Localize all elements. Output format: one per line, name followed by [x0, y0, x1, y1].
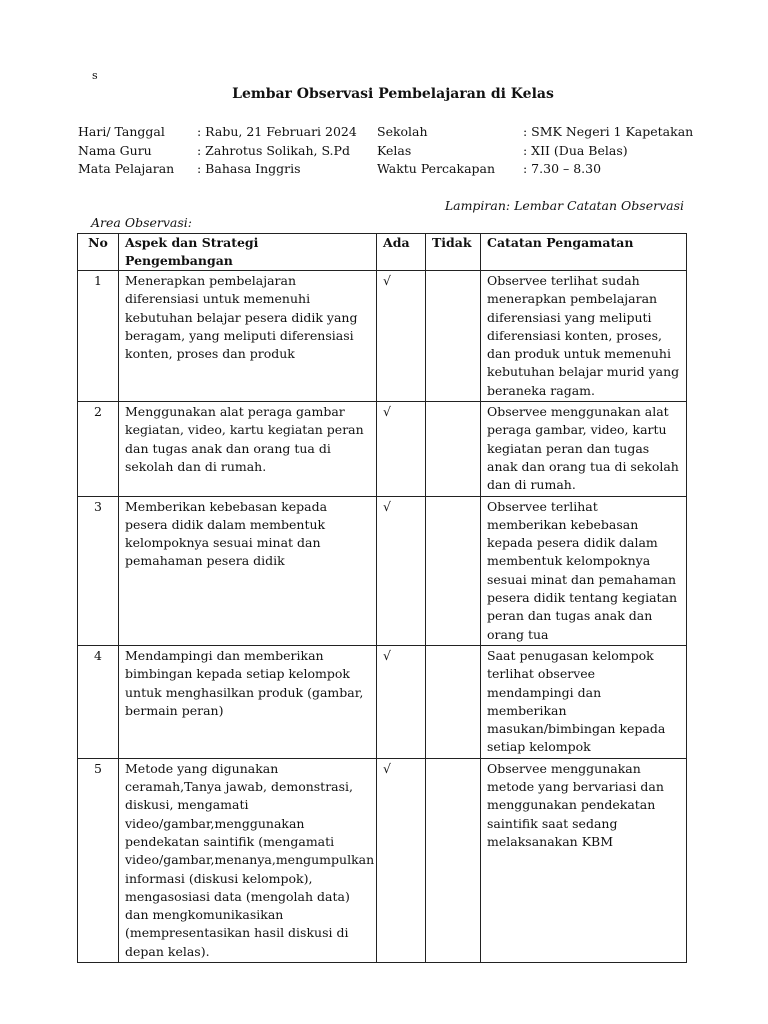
info-label: Waktu Percakapan — [377, 161, 496, 176]
row-notes: Saat penugasan kelompok terlihat observee mendampingi dan memberikan masukan/bimbingan kepada setiap kelompok — [481, 645, 687, 758]
row-number: 5 — [78, 758, 119, 962]
info-value: : Bahasa Inggris — [197, 161, 301, 176]
row-ada-check: √ — [377, 402, 426, 496]
document-title: Lembar Observasi Pembelajaran di Kelas — [232, 86, 554, 102]
table-row — [78, 402, 687, 496]
observation-table — [77, 233, 687, 963]
table-row — [78, 271, 687, 402]
stray-mark: s — [92, 69, 98, 82]
table-row — [78, 758, 687, 962]
info-value: : Rabu, 21 Februari 2024 — [197, 124, 357, 139]
row-aspect: Menerapkan pembelajaran diferensiasi untuk memenuhi kebutuhan belajar pesera didik yang beragam, yang meliputi diferensiasi konten, proses dan produk — [119, 271, 377, 402]
row-ada-check: √ — [377, 758, 426, 962]
row-number: 1 — [78, 271, 119, 402]
info-label: Mata Pelajaran — [78, 161, 175, 176]
row-aspect: Mendampingi dan memberikan bimbingan kepada setiap kelompok untuk menghasilkan produk (gambar, bermain peran) — [119, 645, 377, 758]
row-notes: Observee menggunakan metode yang bervariasi dan menggunakan pendekatan saintifik saat sedang melaksanakan KBM — [481, 758, 687, 962]
header-tidak: Tidak — [426, 234, 481, 271]
info-label: Hari/ Tanggal — [78, 124, 165, 139]
row-ada-check: √ — [377, 271, 426, 402]
row-number: 3 — [78, 496, 119, 645]
row-tidak — [426, 271, 481, 402]
row-tidak — [426, 496, 481, 645]
info-value: : Zahrotus Solikah, S.Pd — [197, 142, 350, 158]
row-aspect: Memberikan kebebasan kepada pesera didik dalam membentuk kelompoknya sesuai minat dan pemahaman pesera didik — [119, 496, 377, 645]
area-label: Area Observasi: — [91, 215, 193, 230]
table-header-row — [78, 234, 687, 271]
row-tidak — [426, 645, 481, 758]
table-row — [78, 645, 687, 758]
row-notes: Observee terlihat sudah menerapkan pembelajaran diferensiasi yang meliputi diferensiasi konten, proses, dan produk untuk memenuhi kebutuhan belajar murid yang beraneka ragam. — [481, 271, 687, 402]
info-value: : XII (Dua Belas) — [523, 142, 628, 158]
row-number: 2 — [78, 402, 119, 496]
header-notes: Catatan Pengamatan — [481, 234, 687, 271]
row-aspect: Metode yang digunakan ceramah,Tanya jawab, demonstrasi, diskusi, mengamati video/gambar,menggunakan pendekatan saintifik (mengamati video/gambar,menanya,mengumpulkan informasi (diskusi kelompok), mengasosiasi data (mengolah data) dan mengkomunikasikan (mempresentasikan hasil diskusi di depan kelas). — [119, 758, 377, 962]
info-value: : SMK Negeri 1 Kapetakan — [523, 124, 694, 139]
row-notes: Observee terlihat memberikan kebebasan kepada pesera didik dalam membentuk kelompoknya sesuai minat dan pemahaman pesera didik tentang kegiatan peran dan tugas anak dan orang tua — [481, 496, 687, 645]
row-notes: Observee menggunakan alat peraga gambar, video, kartu kegiatan peran dan tugas anak dan orang tua di sekolah dan di rumah. — [481, 402, 687, 496]
table-row — [78, 496, 687, 645]
info-label: Kelas — [377, 142, 412, 158]
info-label: Sekolah — [377, 124, 428, 139]
header-no: No — [78, 234, 119, 271]
header-aspect: Aspek dan Strategi Pengembangan — [119, 234, 377, 271]
row-tidak — [426, 758, 481, 962]
row-number: 4 — [78, 645, 119, 758]
info-label: Nama Guru — [78, 142, 152, 158]
header-ada: Ada — [377, 234, 426, 271]
info-value: : 7.30 – 8.30 — [523, 161, 602, 176]
row-ada-check: √ — [377, 645, 426, 758]
row-ada-check: √ — [377, 496, 426, 645]
row-tidak — [426, 402, 481, 496]
attachment-note: Lampiran: Lembar Catatan Observasi — [444, 198, 684, 213]
row-aspect: Menggunakan alat peraga gambar kegiatan, video, kartu kegiatan peran dan tugas anak dan orang tua di sekolah dan di rumah. — [119, 402, 377, 496]
